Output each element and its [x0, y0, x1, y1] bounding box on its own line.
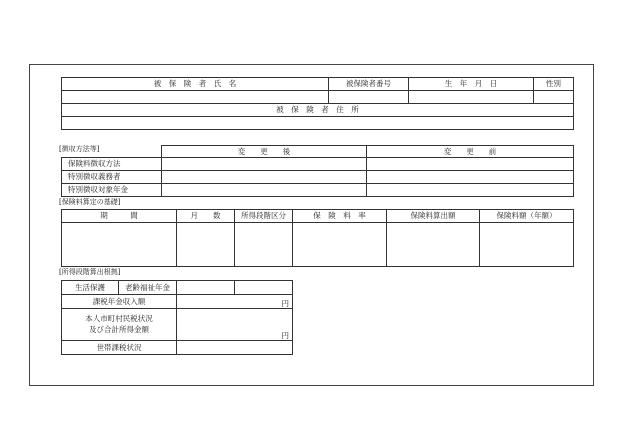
yen-unit: 円 — [281, 298, 289, 308]
tax-status-line2: 及び合計所得金額 — [89, 324, 149, 334]
insured-name-header: 被 保 険 者 氏 名 — [62, 78, 329, 91]
row-collection-obligor: 特別徴収義務者 — [62, 171, 162, 184]
income-section-label: [所得段階算出根拠] — [59, 268, 121, 276]
pension-cell — [177, 281, 235, 295]
insured-address-header: 被 保 険 者 住 所 — [62, 104, 574, 117]
old-age-pension-label: 老齢福祉年金 — [119, 281, 177, 295]
income-level-cell — [235, 223, 293, 267]
income-level-header: 所得段階区分 — [235, 210, 293, 223]
tax-status-value — [177, 309, 293, 341]
collection-corner — [62, 146, 162, 158]
basis-table — [61, 209, 574, 267]
row-collection-method: 保険料徴収方法 — [62, 158, 162, 171]
insured-number-cell — [329, 91, 409, 104]
blank-cell — [235, 281, 293, 295]
collection-table — [61, 145, 574, 197]
premium-annual-cell — [480, 223, 574, 267]
col-before-header: 変 更 前 — [367, 146, 574, 158]
household-tax-value — [177, 341, 293, 355]
col-after-header: 変 更 後 — [162, 146, 367, 158]
insured-table — [61, 77, 574, 130]
insured-address-cell — [62, 117, 574, 130]
collection-pension-before — [367, 184, 574, 197]
months-header: 月 数 — [177, 210, 235, 223]
period-cell — [62, 223, 177, 267]
premium-annual-header: 保険料額（年額） — [480, 210, 574, 223]
collection-method-before — [367, 158, 574, 171]
basis-section-label: [保険料算定の基礎] — [59, 198, 121, 206]
birthdate-header: 生 年 月 日 — [409, 78, 534, 91]
tax-status-label — [62, 309, 177, 341]
income-table — [61, 280, 293, 355]
sex-header: 性別 — [534, 78, 574, 91]
livelihood-protection-label: 生活保護 — [62, 281, 119, 295]
collection-obligor-after — [162, 171, 367, 184]
sex-cell — [534, 91, 574, 104]
premium-calc-cell — [387, 223, 480, 267]
row-collection-pension: 特別徴収対象年金 — [62, 184, 162, 197]
premium-calc-header: 保険料算出額 — [387, 210, 480, 223]
collection-section-label: [徴収方法等] — [59, 145, 100, 153]
collection-pension-after — [162, 184, 367, 197]
collection-method-after — [162, 158, 367, 171]
birthdate-cell — [409, 91, 534, 104]
months-cell — [177, 223, 235, 267]
household-tax-label: 世帯課税状況 — [62, 341, 177, 355]
insured-number-header: 被保険者番号 — [329, 78, 409, 91]
premium-rate-cell — [293, 223, 387, 267]
taxable-pension-value — [177, 295, 293, 309]
collection-obligor-before — [367, 171, 574, 184]
insured-name-cell — [62, 91, 329, 104]
tax-status-line1: 本人市町村民税状況 — [85, 314, 153, 324]
premium-rate-header: 保 険 料 率 — [293, 210, 387, 223]
taxable-pension-label: 課税年金収入額 — [62, 295, 177, 309]
period-header: 期 間 — [62, 210, 177, 223]
yen-unit: 円 — [281, 330, 289, 340]
